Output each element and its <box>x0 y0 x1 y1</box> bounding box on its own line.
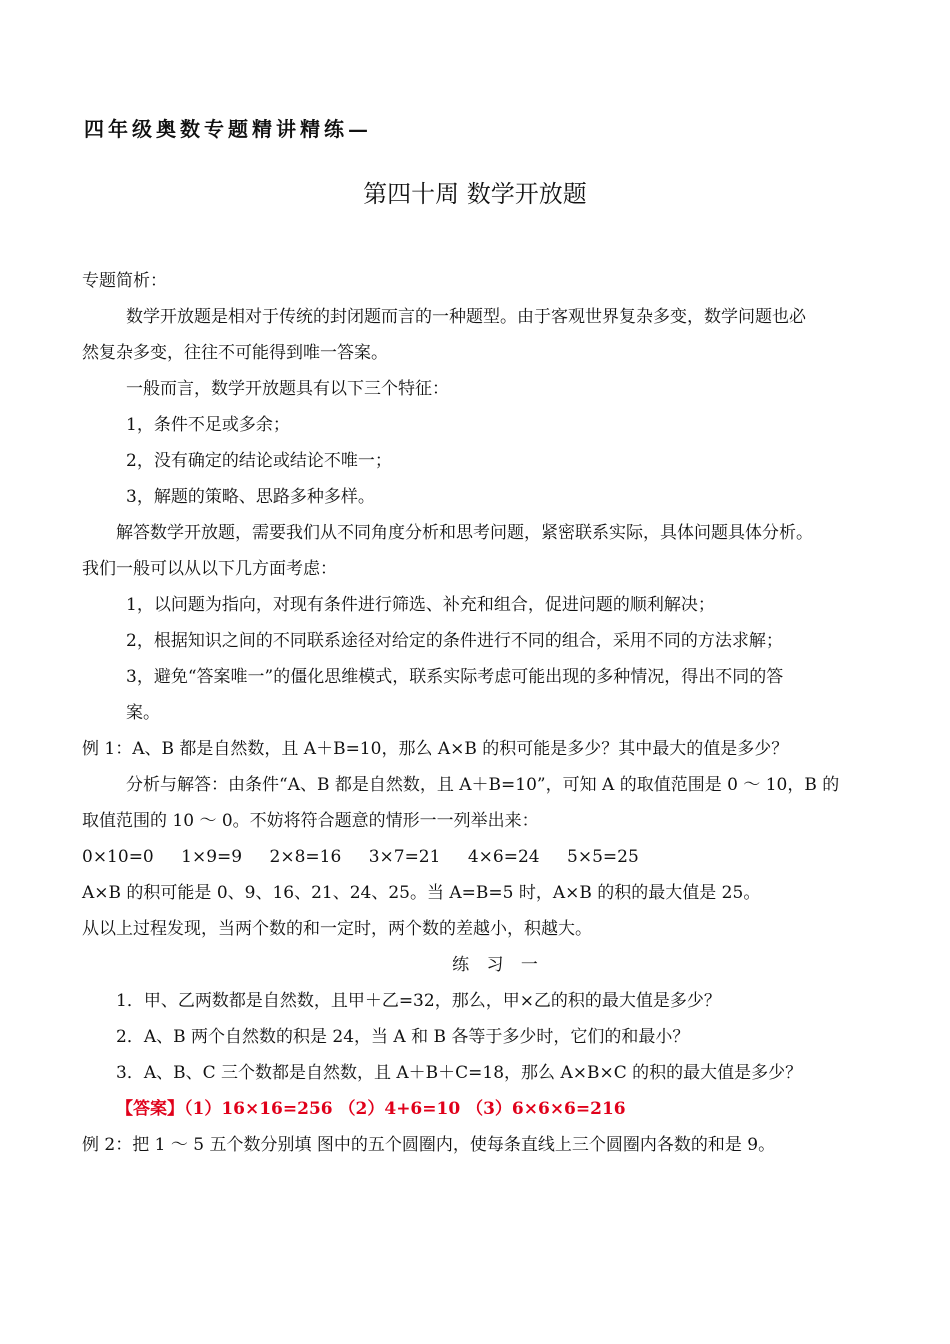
intro-label: 专题简析： <box>82 271 167 291</box>
product-item: 1×9=9 <box>181 847 243 867</box>
product-item: 5×5=25 <box>567 847 639 867</box>
example2-question: 例 2：把 1 ～ 5 五个数分别填 图中的五个圆圈内，使每条直线上三个圆圈内各数的和是 9。 <box>82 1135 776 1155</box>
approach-item: 1，以问题为指向，对现有条件进行筛选、补充和组合，促进问题的顺利解决； <box>126 595 715 615</box>
product-item: 2×8=16 <box>269 847 342 867</box>
product-item: 3×7=21 <box>368 847 441 867</box>
product-item: 0×10=0 <box>82 847 154 867</box>
example1-analysis: 分析与解答：由条件“A、B 都是自然数，且 A＋B=10”，可知 A 的取值范围是 0 ～ 10，B 的 <box>126 775 840 795</box>
document-header: 四年级奥数专题精讲精练— <box>84 117 372 141</box>
intro-paragraph: 数学开放题是相对于传统的封闭题而言的一种题型。由于客观世界复杂多变，数学问题也必 <box>126 307 806 327</box>
approach-item: 2，根据知识之间的不同联系途径对给定的条件进行不同的组合，采用不同的方法求解； <box>126 631 783 651</box>
intro-paragraph: 然复杂多变，往往不可能得到唯一答案。 <box>82 343 388 363</box>
example1-result: A×B 的积可能是 0、9、16、21、24、25。当 A=B=5 时，A×B 的积的最大值是 25。 <box>82 883 761 903</box>
intro-paragraph: 一般而言，数学开放题具有以下三个特征： <box>126 379 449 399</box>
practice-item: 1．甲、乙两数都是自然数，且甲＋乙=32，那么，甲×乙的积的最大值是多少？ <box>116 991 721 1011</box>
example1-products <box>82 839 914 875</box>
practice1-heading: 练 习 一 <box>452 955 544 975</box>
product-item: 4×6=24 <box>467 847 540 867</box>
page-title: 第四十周 数学开放题 <box>363 180 587 208</box>
example1-conclusion: 从以上过程发现，当两个数的和一定时，两个数的差越小，积越大。 <box>82 919 592 939</box>
practice-item: 2．A、B 两个自然数的积是 24，当 A 和 B 各等于多少时，它们的和最小？ <box>116 1027 690 1047</box>
document-body <box>82 263 914 1163</box>
example1-analysis: 取值范围的 10 ～ 0。不妨将符合题意的情形一一列举出来： <box>82 811 539 831</box>
approach-item: 3，避免“答案唯一”的僵化思维模式，联系实际考虑可能出现的多种情况，得出不同的答 <box>126 667 784 687</box>
feature-item: 2，没有确定的结论或结论不唯一； <box>126 451 392 471</box>
approach-item-continued: 案。 <box>126 703 160 723</box>
feature-item: 3，解题的策略、思路多种多样。 <box>126 487 375 507</box>
practice1-answer: 【答案】（1）16×16=256 （2）4+6=10 （3）6×6×6=216 <box>116 1099 626 1119</box>
intro-paragraph: 我们一般可以从以下几方面考虑： <box>82 559 337 579</box>
feature-item: 1，条件不足或多余； <box>126 415 290 435</box>
example1-question: 例 1：A、B 都是自然数，且 A＋B=10，那么 A×B 的积可能是多少？其中最大的值是多少？ <box>82 739 789 759</box>
intro-paragraph: 解答数学开放题，需要我们从不同角度分析和思考问题，紧密联系实际，具体问题具体分析。 <box>116 523 813 543</box>
practice-item: 3．A、B、C 三个数都是自然数，且 A＋B＋C=18，那么 A×B×C 的积的最大值是多少？ <box>116 1063 803 1083</box>
